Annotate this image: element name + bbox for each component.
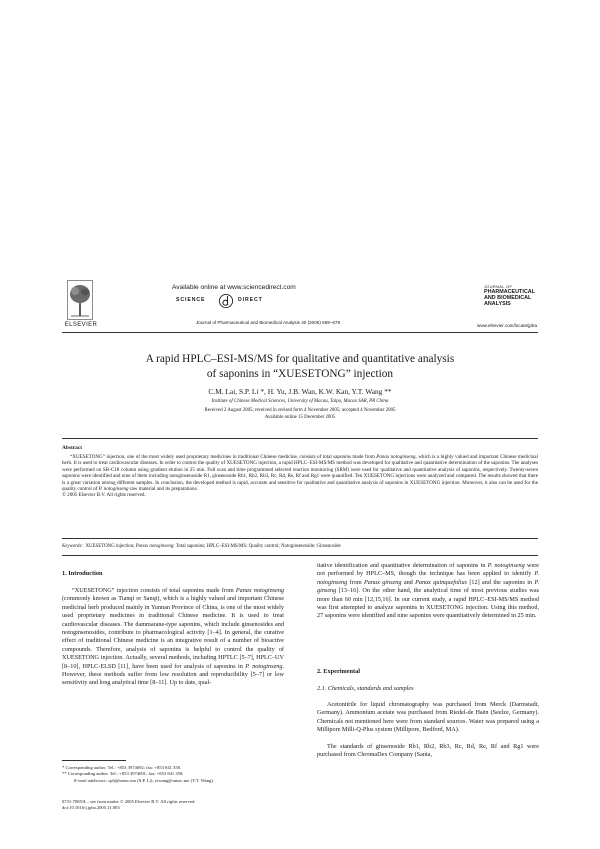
- rc-text-g: and: [401, 578, 416, 586]
- sciencedirect-d-icon: [218, 293, 234, 309]
- abstract-text-e: raw material and its preparations.: [128, 486, 198, 493]
- rc-species-1: P. notoginseng: [487, 562, 525, 569]
- abstract-paragraph: [62, 454, 538, 492]
- abstract-copyright: © 2005 Elsevier B.V. All rights reserved.: [62, 492, 146, 499]
- footnote-email: [62, 778, 284, 784]
- available-online-text: Available online at www.sciencedirect.com: [172, 284, 296, 291]
- chemicals-subheading: 2.1. Chemicals, standards and samples: [317, 685, 414, 692]
- header-divider: [62, 332, 538, 333]
- intro-species-1: Panax notoginseng: [235, 587, 285, 594]
- intro-text-a: “XUESETONG” injection consists of total saponins made from: [72, 587, 236, 594]
- journal-logo-line3: AND BIOMEDICAL: [484, 295, 532, 302]
- intro-continued-paragraph: [317, 562, 539, 621]
- keywords-line: [62, 544, 538, 549]
- abstract-species-2: P. notoginseng: [98, 486, 129, 493]
- journal-citation: Journal of Pharmaceutical and Biomedical Analysis 40 (2006) 669–678: [196, 320, 341, 325]
- intro-species-2: P. notoginseng: [245, 662, 283, 670]
- sd-logo-right: DIRECT: [238, 297, 263, 303]
- article-title: [40, 352, 560, 381]
- rc-species-2: P. notoginseng: [317, 570, 539, 586]
- keywords-text-c: ; Total saponins; HPLC–ESI-MS/MS; Quality control; Notoginsenoside; Ginsenoside: [173, 544, 341, 549]
- standards-paragraph: The standards of ginsenoside Rb1, Rb2, Rb3, Rc, Rd, Re, Rf and Rg1 were purchased from ChromaDex Company (Santa,: [317, 743, 539, 759]
- footnote-2: ** Corresponding author. Tel.: +853 3974691; fax: +853 841 358.: [62, 771, 184, 777]
- abstract-species-1: Panax notoginseng: [376, 454, 416, 460]
- rc-text-a: itative identification and quantitative determination of saponins in: [317, 562, 488, 569]
- available-online-date: Available online 15 December 2005: [264, 415, 336, 420]
- journal-logo-line1: JOURNAL OF: [484, 284, 513, 289]
- footnote-1: * Corresponding author. Tel.: +853 3974692; fax: +853 841 358.: [62, 765, 182, 770]
- sd-logo-left: SCIENCE: [176, 297, 206, 303]
- rc-text-e: from: [347, 578, 365, 586]
- title-line-2: of saponins in “XUESETONG” injection: [206, 367, 394, 380]
- keywords-species: Panax notoginseng: [135, 544, 174, 549]
- intro-text-c: (commonly known as Tianqi or Sanqi), which is a highly valued and important Chinese medicinal herb produced mainly in Yunnan Province of China, is one of the most widely used proprietary medicines in traditional Chinese medicine. It is used to treat cardiovascular diseases. The dammarane-type saponins, which include ginsenosides and notoginsenosides, contribute to pharmacological activity [1–4]. In general, the curative effect of traditional Chinese medicine is an integrative result of a number of bioactive compounds. Therefore, analysis of saponins is helpful to control the quality of XUESETONG injection. Actually, several methods, including HPTLC [5–7], HPLC–UV [8–10], HPLC-ELSD [11], have been used for analysis of saponins in: [62, 595, 284, 670]
- publisher-name: ELSEVIER: [64, 322, 98, 328]
- abstract-bottom-divider: [62, 538, 538, 539]
- author-list: C.M. Lai, S.P. Li *, H. Yu, J.B. Wan, K.W. Kan, Y.T. Wang **: [208, 387, 392, 396]
- rc-text-k: [13–16]. On the other hand, the analytical time of most previous studies was more than 60 min [12,15,16]. In our current study, a rapid HPLC–ESI-MS/MS method was first attempted to analyze saponins in XUESETONG injection. Using this method, 27 saponins were identified and nine saponins were quantitatively determined in 25 min.: [317, 587, 539, 620]
- intro-text-e: . However, these methods suffer from low resolution and reproducibility [5–7] or low sensitivity and long analytical time [8–11]. Up to date, qual-: [62, 662, 284, 687]
- footnote-divider: [62, 760, 126, 761]
- abstract-text-a: “XUESETONG” injection, one of the most widely used proprietary medicines in traditional Chinese medicine, consists of total saponins made from: [70, 454, 377, 460]
- email-label: E-mail addresses:: [74, 777, 108, 783]
- footnotes: [62, 765, 284, 784]
- abstract-text-c: , which is a highly valued and important Chinese medicinal herb. It is used to treat cardiovascular diseases. In order to control the quality of XUESETONG injection, a rapid HPLC–ESI-MS/MS method was developed for qualitative and quantitative determination of the saponins. The analyses were performed on SB-C18 column using gradient elution in 25 min. Full scan and time programmed selected reaction monitoring (SRM) were used for qualitative and quantitative analysis of saponins, respectively. Twenty-seven saponins were identified and nine of them including notoginsenoside R1, ginsenoside Rb1, Rb2, Rb3, Rc, Rd, Re, Rf and Rg1 were quantified. Ten XUESETONG injections were analyzed and compared. The results showed that there is a great variation among different samples. In conclusion, the developed method is rapid, accurate and sensitive for qualitative and quantitative analysis of saponins in XUESETONG injection. Moreover, it also can be used for the quality control of: [62, 454, 538, 493]
- chemicals-paragraph: Acetonitrile for liquid chromatography was purchased from Merck (Darmstadt, Germany). Ammonium acetate was purchased from Riedel-de Haën (Seelze, Germany). Chemicals not mentioned here were from standard sources. Water was prepared using a Millipore Milli-Q-Plus system (Millipore, Bedford, MA).: [317, 701, 539, 734]
- elsevier-tree-icon: [67, 280, 93, 320]
- abstract-heading: Abstract: [62, 445, 83, 451]
- rc-species-3: Panax ginseng: [364, 578, 402, 586]
- experimental-heading: 2. Experimental: [317, 668, 361, 675]
- rc-species-4: Panax quinquefolius: [415, 578, 467, 586]
- keywords-divider: [62, 555, 538, 556]
- doi-line[interactable]: doi:10.1016/j.jpba.2005.11.003: [62, 805, 120, 811]
- front-matter: [62, 799, 292, 812]
- introduction-paragraph: [62, 587, 284, 688]
- keywords-label: Keywords:: [62, 544, 84, 549]
- rc-text-i: [12] and the saponins in: [467, 578, 535, 586]
- email-addresses[interactable]: spli@umac.mo (S.P. Li), ytwang@umac.mo (Y.T. Wang).: [107, 777, 214, 783]
- rc-species-5: P. ginseng: [317, 578, 540, 595]
- journal-url[interactable]: www.elsevier.com/locate/jpba: [477, 323, 538, 328]
- received-dates: Received 2 August 2005; received in revised form 4 November 2005; accepted 4 November 2005: [204, 408, 396, 413]
- affiliation: Institute of Chinese Medical Sciences, University of Macau, Taipa, Macao SAR, PR China: [211, 399, 389, 404]
- issn-line: 0731-7085/$ – see front matter © 2005 Elsevier B.V. All rights reserved.: [62, 799, 196, 804]
- introduction-heading: 1. Introduction: [62, 570, 103, 577]
- journal-logo: [484, 284, 554, 307]
- abstract-top-divider: [62, 438, 538, 439]
- title-line-1: A rapid HPLC–ESI-MS/MS for qualitative and quantitative analysis: [145, 353, 455, 365]
- rc-text-c: were not performed by HPLC–MS, though the technique has been applied to identify: [317, 562, 539, 578]
- abstract-body: [62, 454, 538, 499]
- keywords-text-a: XUESETONG injection;: [85, 544, 136, 549]
- journal-logo-line2: PHARMACEUTICAL: [484, 289, 535, 295]
- sciencedirect-logo: [176, 293, 288, 309]
- journal-logo-line4: ANALYSIS: [484, 301, 511, 308]
